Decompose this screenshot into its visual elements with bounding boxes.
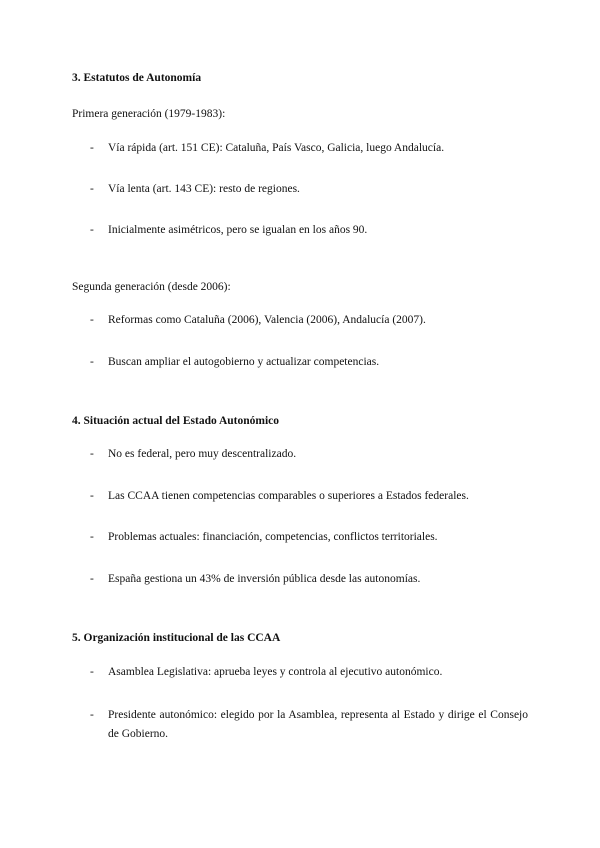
bullet: - <box>90 224 94 236</box>
bullet: - <box>90 666 94 678</box>
bullet: - <box>90 490 94 502</box>
list-item <box>0 706 600 746</box>
list-item-text: Presidente autonómico: elegido por la Asamblea, representa al Estado y dirige el Consejo de Gobierno. <box>108 709 528 740</box>
section-4-heading: 4. Situación actual del Estado Autonómico <box>72 415 280 427</box>
list-item-text: Buscan ampliar el autogobierno y actualizar competencias. <box>108 356 380 368</box>
list-item-text: Reformas como Cataluña (2006), Valencia (2006), Andalucía (2007). <box>108 314 426 326</box>
bullet: - <box>90 573 94 585</box>
section-5-heading: 5. Organización institucional de las CCAA <box>72 632 281 644</box>
list-item-text: Asamblea Legislativa: aprueba leyes y controla al ejecutivo autonómico. <box>108 666 443 678</box>
bullet: - <box>90 356 94 368</box>
list-item-text: Inicialmente asimétricos, pero se igualan en los años 90. <box>108 224 368 236</box>
bullet: - <box>90 531 94 543</box>
section-3-heading: 3. Estatutos de Autonomía <box>72 72 202 84</box>
bullet: - <box>90 709 94 721</box>
gen2-label: Segunda generación (desde 2006): <box>72 281 231 293</box>
list-item-text: Vía rápida (art. 151 CE): Cataluña, País Vasco, Galicia, luego Andalucía. <box>108 142 445 154</box>
bullet: - <box>90 142 94 154</box>
list-item-text: No es federal, pero muy descentralizado. <box>108 448 297 460</box>
list-item-text: Vía lenta (art. 143 CE): resto de regiones. <box>108 183 300 195</box>
bullet: - <box>90 314 94 326</box>
list-item-text: España gestiona un 43% de inversión pública desde las autonomías. <box>108 573 421 585</box>
gen1-label: Primera generación (1979-1983): <box>72 108 226 120</box>
bullet: - <box>90 448 94 460</box>
list-item-text: Las CCAA tienen competencias comparables o superiores a Estados federales. <box>108 490 469 502</box>
list-item-text: Problemas actuales: financiación, competencias, conflictos territoriales. <box>108 531 438 543</box>
bullet: - <box>90 183 94 195</box>
